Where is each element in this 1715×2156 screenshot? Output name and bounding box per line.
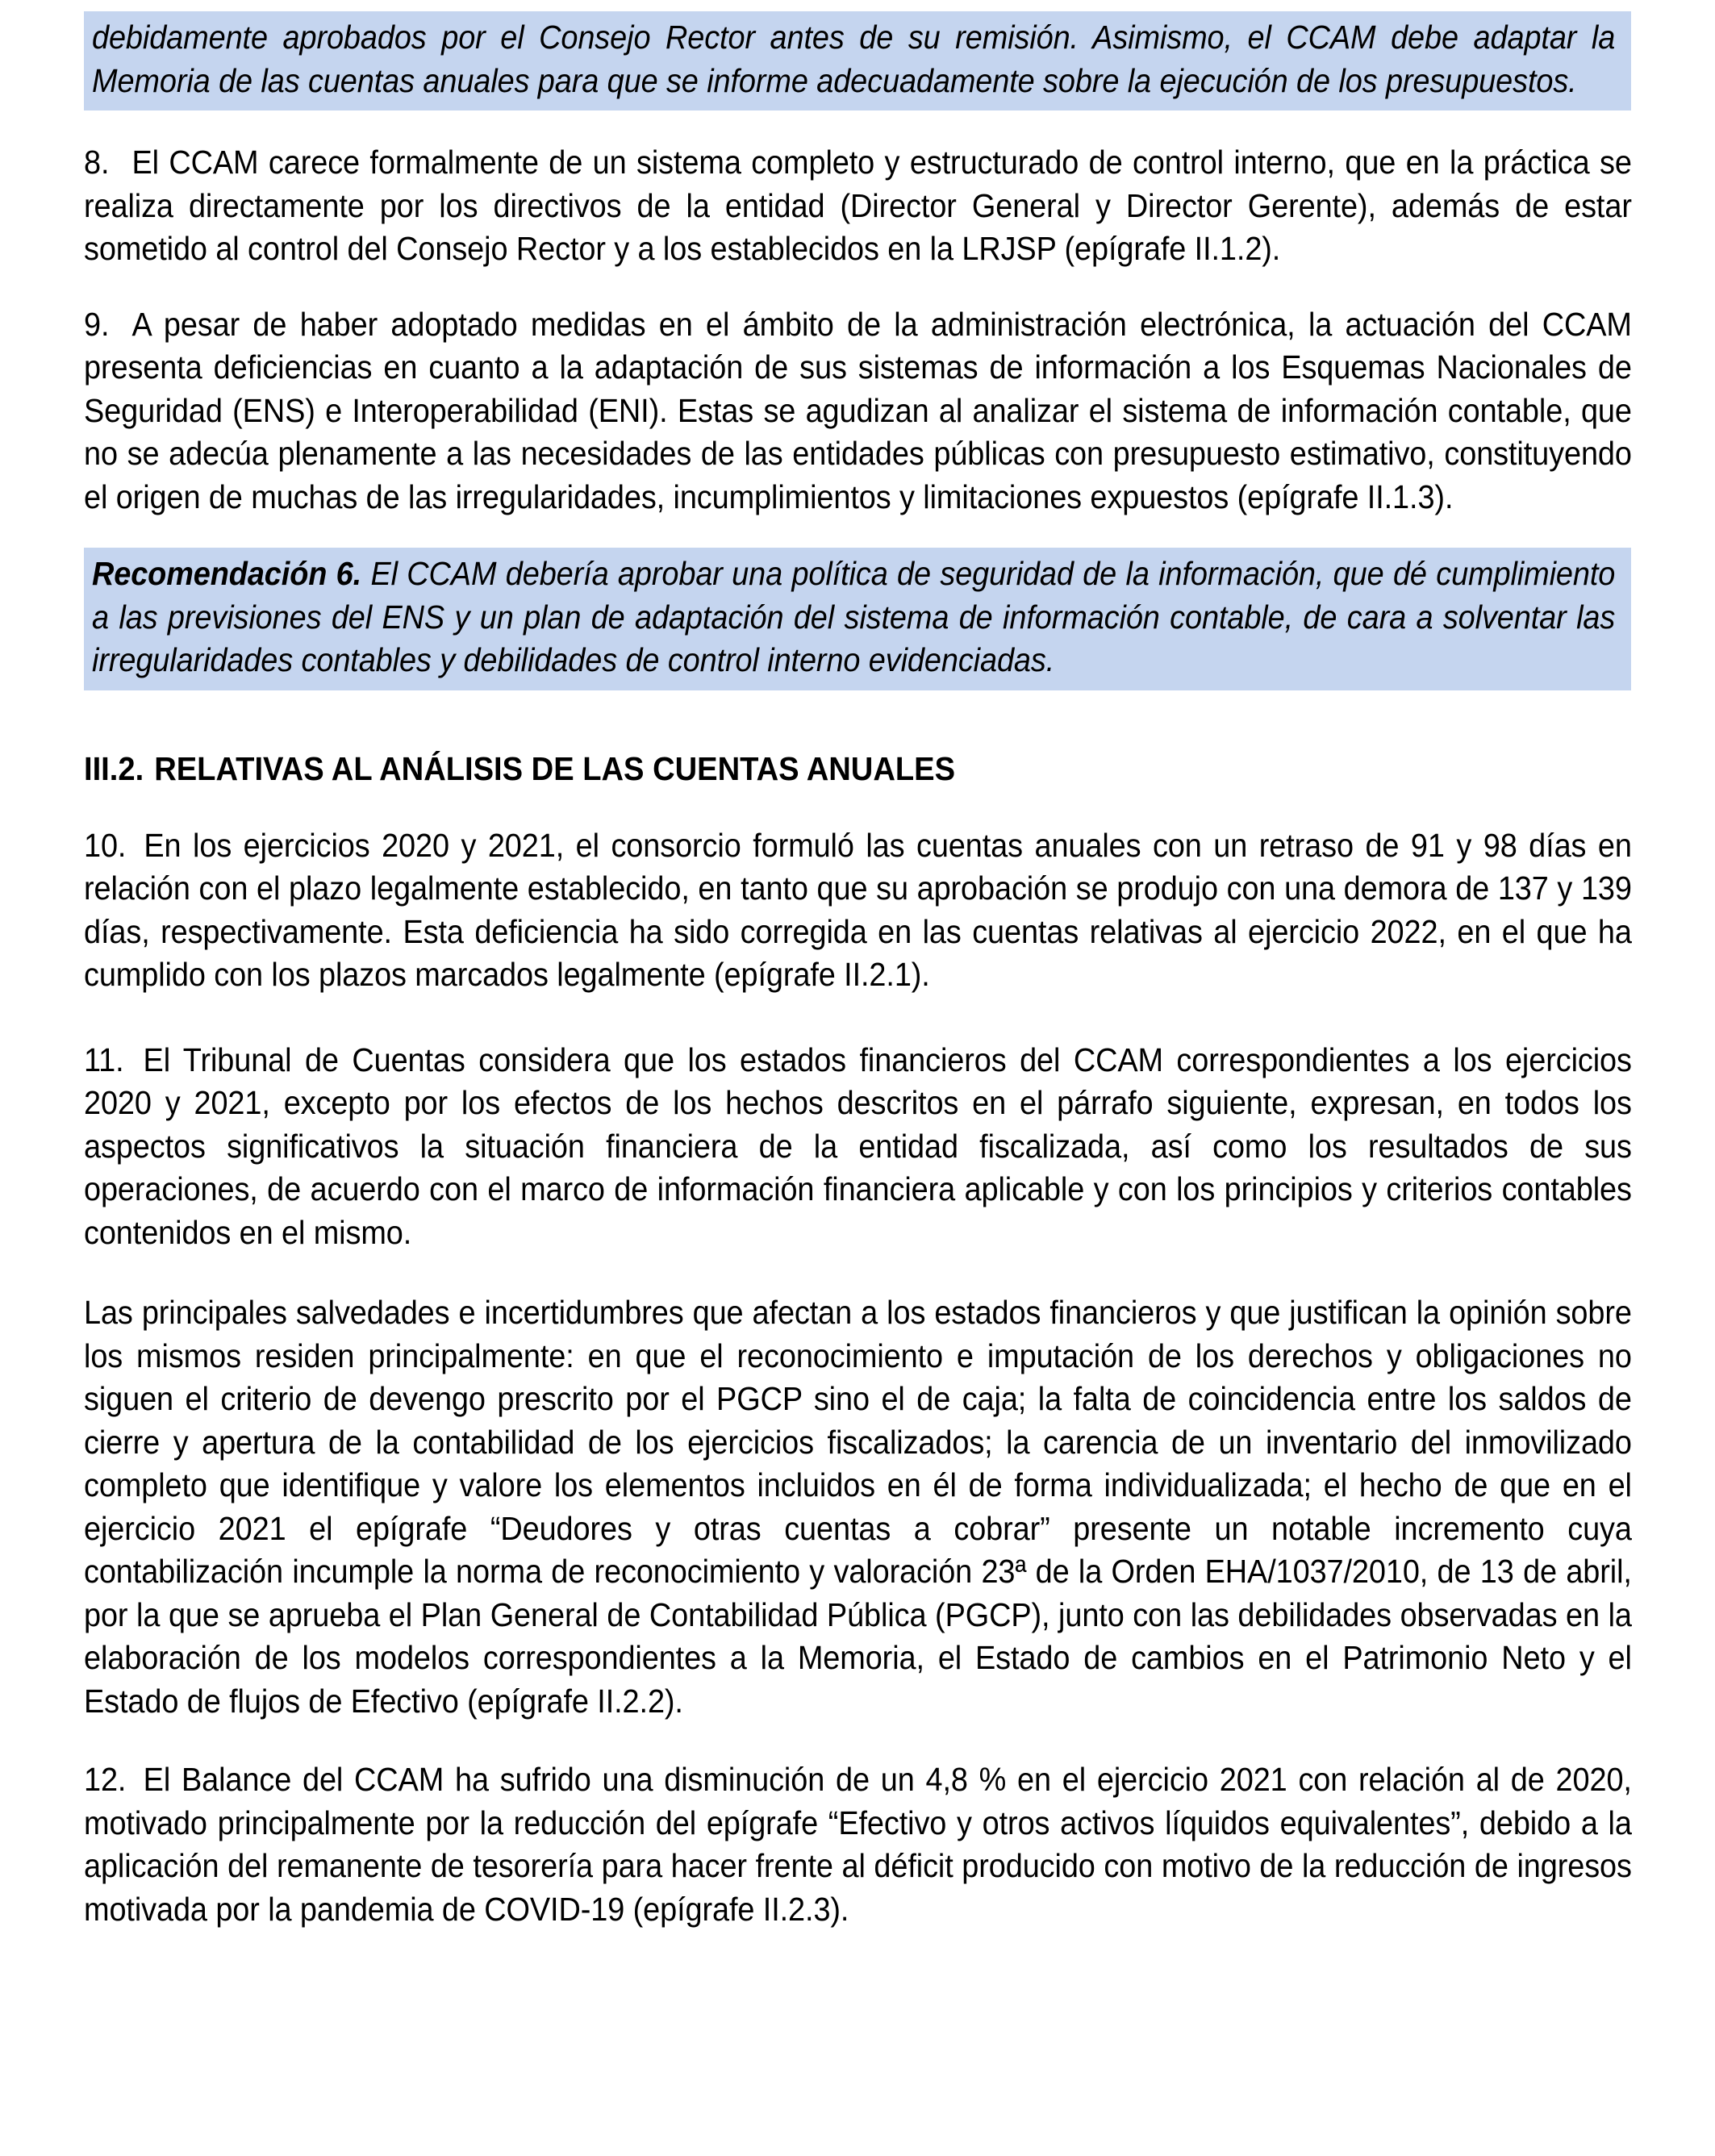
paragraph-11-text: El Tribunal de Cuentas considera que los estados financieros del CCAM correspondientes a los ejercicios 2020 y 2021, excepto por los efectos de los hechos descritos en el párrafo siguiente, expresan, en todos los aspectos significativos la situación financiera de la entidad fiscalizada, así como los resultados de sus operaciones, de acuerdo con el marco de información financiera aplicable y con los principios y criterios contables contenidos en el mismo.: [84, 1040, 1632, 1251]
spacer: [84, 997, 1631, 1039]
paragraph-12-number: 12.: [84, 1761, 127, 1798]
highlighted-recommendation-block: [84, 548, 1631, 690]
paragraph-9-text: A pesar de haber adoptado medidas en el ámbito de la administración electrónica, la actuación del CCAM presenta deficiencias en cuanto a la adaptación de sus sistemas de información a los Esquemas Nacionales de Seguridad (ENS) e Interoperabilidad (ENI). Estas se agudizan al analizar el sistema de información contable, que no se adecúa plenamente a las necesidades de las entidades públicas con presupuesto estimativo, constituyendo el origen de muchas de las irregularidades, incumplimientos y limitaciones expuestos (epígrafe II.1.3).: [84, 305, 1632, 515]
paragraph-9-number: 9.: [84, 305, 110, 343]
paragraph-12-text: El Balance del CCAM ha sufrido una disminución de un 4,8 % en el ejercicio 2021 con relación al de 2020, motivado principalmente por la reducción del epígrafe “Efectivo y otros activos líquidos equivalentes”, debido a la aplicación del remanente de tesorería para hacer frente al déficit producido con motivo de la reducción de ingresos motivada por la pandemia de COVID-19 (epígrafe II.2.3).: [84, 1761, 1632, 1928]
spacer: [84, 1254, 1631, 1291]
spacer: [84, 789, 1631, 824]
section-heading-iii-2: [84, 749, 1523, 789]
spacer: [84, 519, 1631, 548]
paragraph-8-text: El CCAM carece formalmente de un sistema completo y estructurado de control interno, que en la práctica se realiza directamente por los directivos de la entidad (Director General y Director Gerente), además de estar sometido al control del Consejo Rector y a los establecidos en la LRJSP (epígrafe II.1.2).: [84, 144, 1632, 267]
recommendation-6: [92, 553, 1615, 682]
paragraph-8-number: 8.: [84, 144, 110, 181]
paragraph-10-text: En los ejercicios 2020 y 2021, el consorcio formuló las cuentas anuales con un retraso de 91 y 98 días en relación con el plazo legalmente establecido, en tanto que su aprobación se produjo con una demora de 137 y 139 días, respectivamente. Esta deficiencia ha sido corregida en las cuentas relativas al ejercicio 2022, en el que ha cumplido con los plazos marcados legalmente (epígrafe II.2.1).: [84, 826, 1632, 993]
recommendation-6-text: El CCAM debería aprobar una política de seguridad de la información, que dé cumplimiento a las previsiones del ENS y un plan de adaptación del sistema de información contable, de cara a solventar las irregularidades contables y debilidades de control interno evidenciadas.: [92, 555, 1616, 678]
document-body: [84, 11, 1631, 1931]
paragraph-9: [84, 303, 1632, 519]
paragraph-10-number: 10.: [84, 826, 127, 864]
section-heading-number: III.2.: [84, 749, 144, 787]
paragraph-salvedades: Las principales salvedades e incertidumbres que afectan a los estados financieros y que justifican la opinión sobre los mismos residen principalmente: en que el reconocimiento e imputación de los derechos y obligaciones no siguen el criterio de devengo prescrito por el PGCP sino el de caja; la falta de coincidencia entre los saldos de cierre y apertura de la contabilidad de los ejercicios fiscalizados; la carencia de un inventario del inmovilizado completo que identifique y valore los elementos incluidos en él de forma individualizada; el hecho de que en el ejercicio 2021 el epígrafe “Deudores y otras cuentas a cobrar” presente un notable incremento cuya contabilización incumple la norma de reconocimiento y valoración 23ª de la Orden EHA/1037/2010, de 13 de abril, por la que se aprueba el Plan General de Contabilidad Pública (PGCP), junto con las debilidades observadas en la elaboración de los modelos correspondientes a la Memoria, el Estado de cambios en el Patrimonio Neto y el Estado de flujos de Efectivo (epígrafe II.2.2).: [84, 1294, 1632, 1720]
spacer: [84, 690, 1631, 749]
paragraph-11-number: 11.: [84, 1040, 124, 1078]
spacer: [84, 271, 1631, 303]
recommendation-6-label: Recomendación 6.: [92, 555, 362, 592]
highlighted-note-block-top: [84, 11, 1631, 111]
paragraph-12: [84, 1758, 1632, 1931]
section-heading-title: RELATIVAS AL ANÁLISIS DE LAS CUENTAS ANUALES: [154, 749, 956, 787]
paragraph-8: [84, 141, 1632, 271]
paragraph-10: [84, 824, 1632, 997]
spacer: [84, 111, 1631, 141]
paragraph-11: [84, 1039, 1632, 1255]
spacer: [84, 1723, 1631, 1758]
highlight-top-text: debidamente aprobados por el Consejo Rector antes de su remisión. Asimismo, el CCAM debe adaptar la Memoria de las cuentas anuales para que se informe adecuadamente sobre la ejecución de los presupuestos.: [92, 19, 1616, 99]
